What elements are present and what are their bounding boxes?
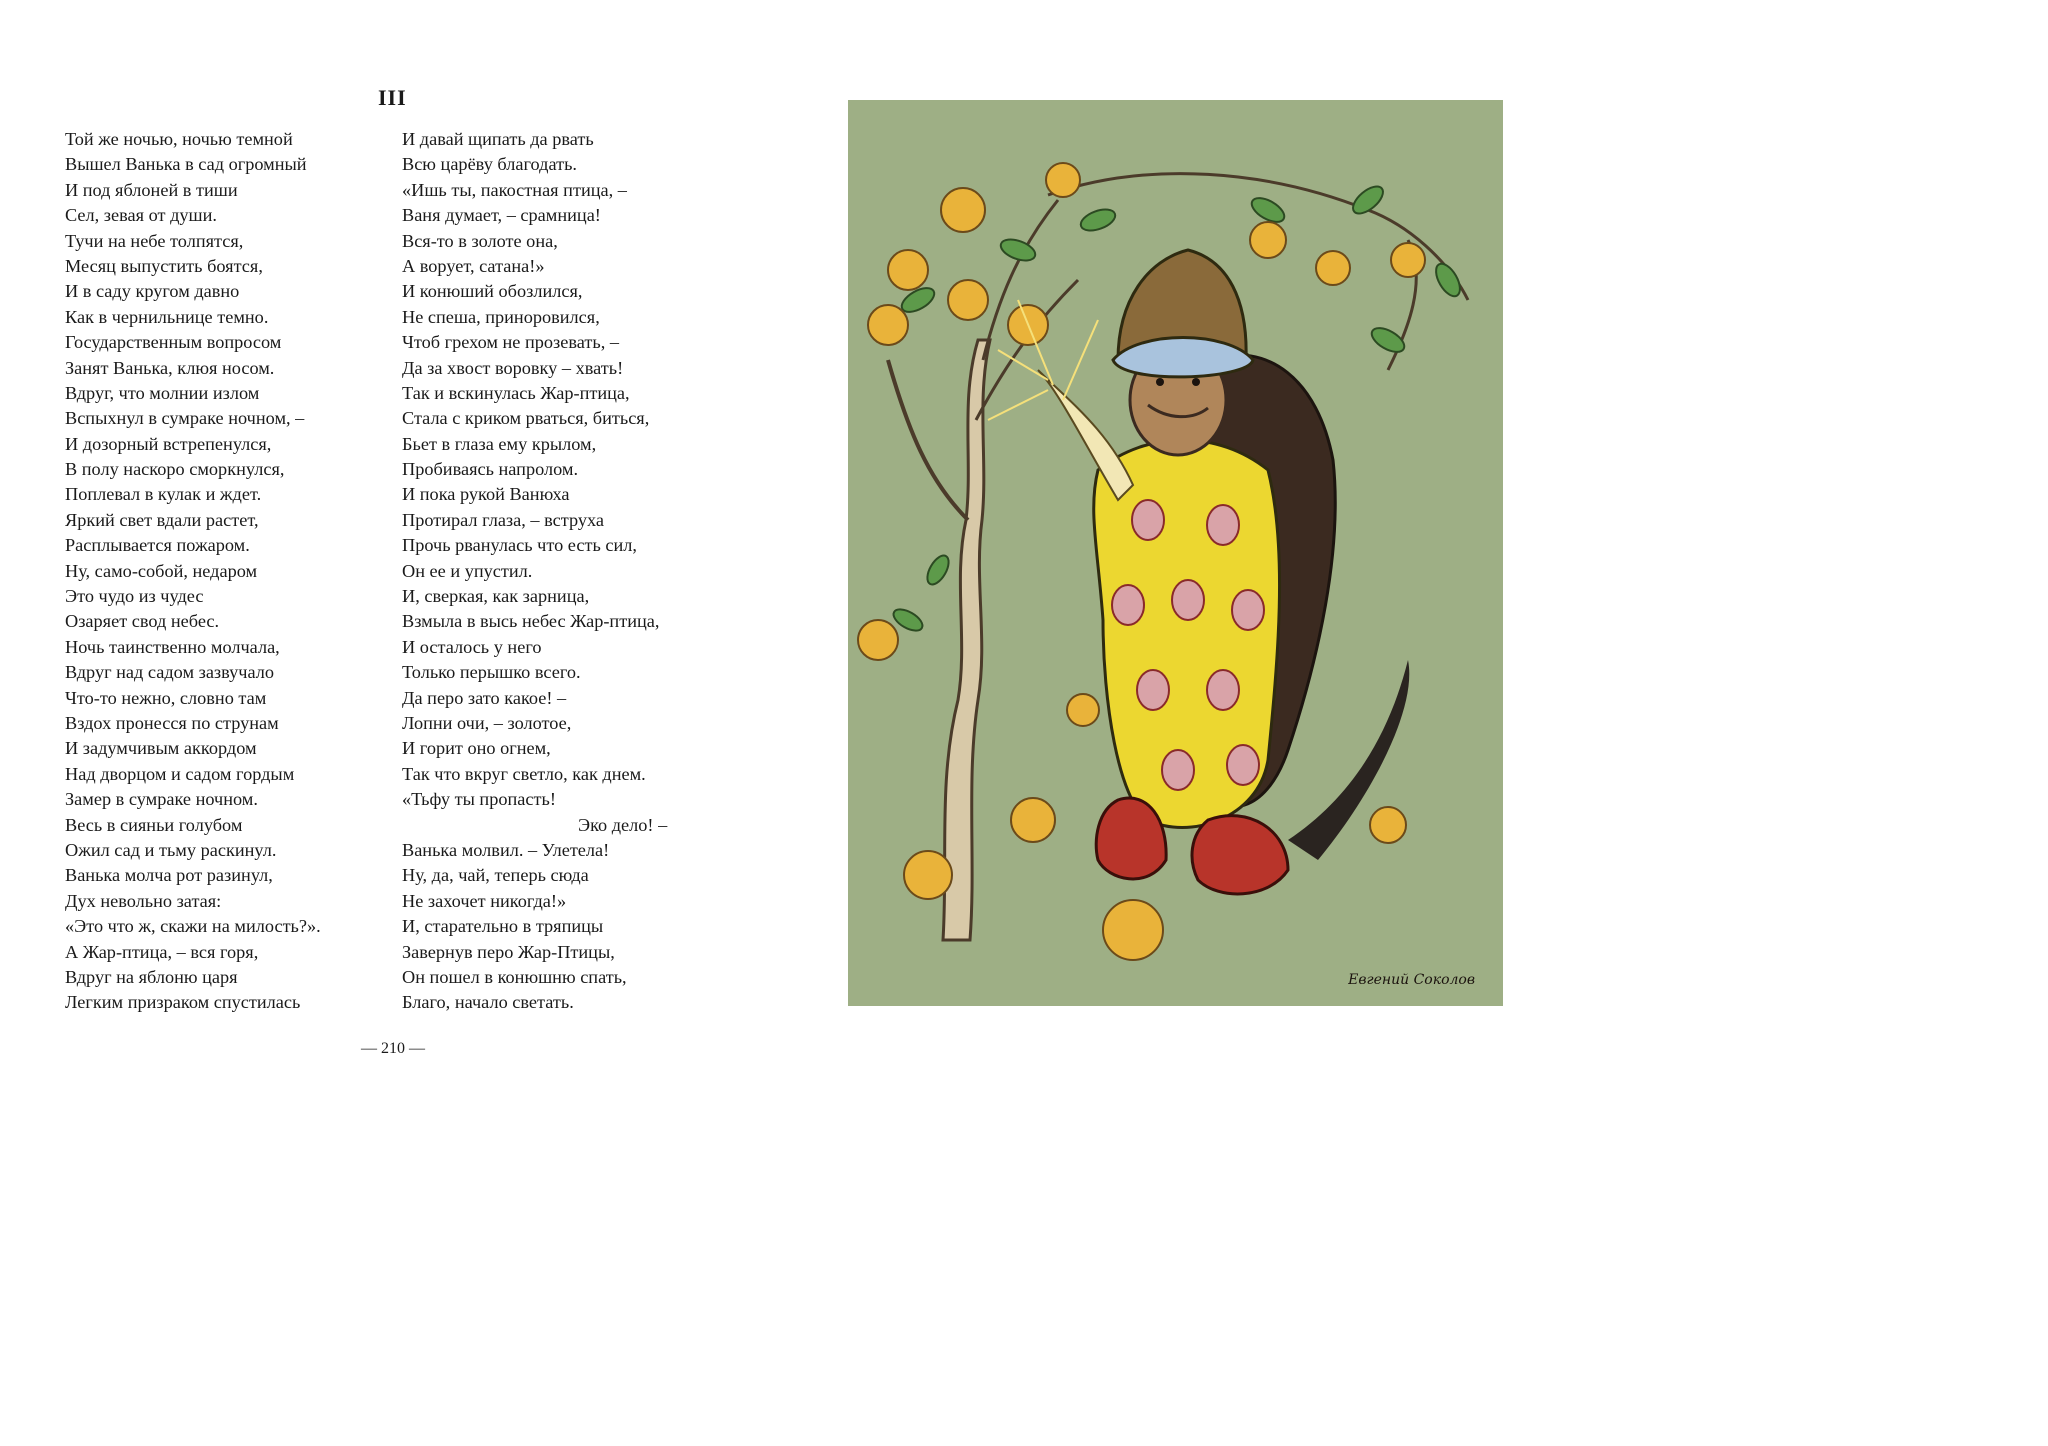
page-number: — 210 —	[361, 1040, 425, 1057]
poem-line: Да за хвост воровку – хвать!	[402, 357, 624, 378]
poem-line: Легким призраком спустилась	[65, 992, 301, 1013]
poem-line: Не спеша, приноровился,	[402, 306, 600, 327]
poem-line: Он пошел в конюшню спать,	[402, 966, 627, 987]
poem-line: И задумчивым аккордом	[65, 738, 257, 759]
poem-line: И дозорный встрепенулся,	[65, 433, 272, 454]
poem-line: Ночь таинственно молчала,	[65, 636, 280, 657]
poem-line: Вдруг на яблоню царя	[65, 966, 238, 987]
poem-line: Бьет в глаза ему крылом,	[402, 433, 597, 454]
poem-line: Расплывается пожаром.	[65, 535, 250, 556]
poem-line: А Жар-птица, – вся горя,	[65, 941, 259, 962]
section-heading: III	[378, 85, 407, 110]
poem-line: Дух невольно затая:	[65, 890, 222, 911]
poem-line: И в саду кругом давно	[65, 281, 240, 302]
right-boot	[1192, 816, 1288, 894]
poem-line: Что-то нежно, словно там	[65, 687, 267, 708]
poem-line: В полу наскоро сморкнулся,	[65, 459, 285, 480]
poem-line: Занят Ванька, клюя носом.	[65, 357, 275, 378]
poem-line: Не захочет никогда!»	[402, 890, 567, 911]
poem-line: Прочь рванулась что есть сил,	[402, 535, 637, 556]
poem-line: Протирал глаза, – вструха	[402, 509, 605, 530]
poem-line: Ваня думает, – срамница!	[402, 205, 601, 226]
feather	[1038, 370, 1133, 500]
poem-line: Тучи на небе толпятся,	[65, 230, 244, 251]
artist-signature: Евгений Соколов	[1348, 972, 1475, 988]
poem-line: Той же ночью, ночью темной	[65, 129, 293, 149]
poem-line: Завернув перо Жар-Птицы,	[402, 941, 615, 962]
poem-line: «Тьфу ты пропасть!	[402, 789, 556, 810]
poem-line: И давай щипать да рвать	[402, 129, 594, 149]
poem-line: Вышел Ванька в сад огромный	[65, 154, 307, 175]
poem-right-column	[402, 127, 702, 1016]
poem-line: Замер в сумраке ночном.	[65, 789, 258, 810]
tree-trunk	[943, 340, 990, 940]
poem-line: Это чудо из чудес	[65, 586, 204, 607]
poem-line: А ворует, сатана!»	[402, 255, 545, 276]
poem-line: И горит оно огнем,	[402, 738, 551, 759]
poem-line: «Это что ж, скажи на милость?».	[65, 916, 321, 937]
poem-line: Над дворцом и садом гордым	[65, 763, 295, 784]
poem-line: Вдруг над садом зазвучало	[65, 662, 275, 683]
poem-line: И пока рукой Ванюха	[402, 484, 570, 505]
poem-line: Поплевал в кулак и ждет.	[65, 484, 262, 505]
poem-line: Ну, да, чай, теперь сюда	[402, 865, 589, 886]
poem-line: Стала с криком рваться, биться,	[402, 408, 650, 429]
poem-line: Ванька молча рот разинул,	[65, 865, 273, 886]
poem-line: Лопни очи, – золотое,	[402, 712, 572, 733]
poem-line: Благо, начало светать.	[402, 992, 574, 1013]
poem-line: Да перо зато какое! –	[402, 687, 567, 708]
poem-line: И осталось у него	[402, 636, 542, 657]
poem-line: Так что вкруг светло, как днем.	[402, 763, 646, 784]
poem-line: Всю царёву благодать.	[402, 154, 577, 175]
poem-left-column	[65, 127, 375, 1016]
poem-line: Как в чернильнице темно.	[65, 306, 269, 327]
poem-line: Ожил сад и тьму раскинул.	[65, 839, 277, 860]
illustration	[848, 100, 1503, 1006]
poem-line: Вздох пронесся по струнам	[65, 712, 279, 733]
poem-line: Весь в сияньи голубом	[65, 814, 243, 835]
poem-line: «Ишь ты, пакостная птица, –	[402, 179, 627, 200]
poem-line: Яркий свет вдали растет,	[65, 509, 259, 530]
poem-line: И конюший обозлился,	[402, 281, 583, 302]
poem-line: Вдруг, что молнии излом	[65, 382, 260, 403]
poem-line: Сел, зевая от души.	[65, 205, 217, 226]
poem-line: И, сверкая, как зарница,	[402, 586, 590, 607]
poem-line: Он ее и упустил.	[402, 560, 533, 581]
poem-line: Месяц выпустить боятся,	[65, 255, 263, 276]
poem-line: Эко дело! –	[578, 814, 668, 835]
poem-line: И под яблоней в тиши	[65, 179, 238, 200]
poem-line: Государственным вопросом	[65, 332, 282, 353]
poem-line: Пробиваясь напролом.	[402, 459, 579, 480]
poem-line: Только перышко всего.	[402, 662, 581, 683]
poem-line: Вся-то в золоте она,	[402, 230, 558, 251]
poem-line: Ванька молвил. – Улетела!	[402, 839, 610, 860]
poem-line: И, старательно в тряпицы	[402, 916, 604, 937]
poem-line: Вспыхнул в сумраке ночном, –	[65, 408, 305, 429]
poem-line: Взмыла в высь небес Жар-птица,	[402, 611, 660, 632]
poem-line: Ну, само-собой, недаром	[65, 560, 258, 581]
poem-line: Так и вскинулась Жар-птица,	[402, 382, 630, 403]
poem-line: Озаряет свод небес.	[65, 611, 220, 632]
poem-line: Чтоб грехом не прозевать, –	[402, 332, 620, 353]
